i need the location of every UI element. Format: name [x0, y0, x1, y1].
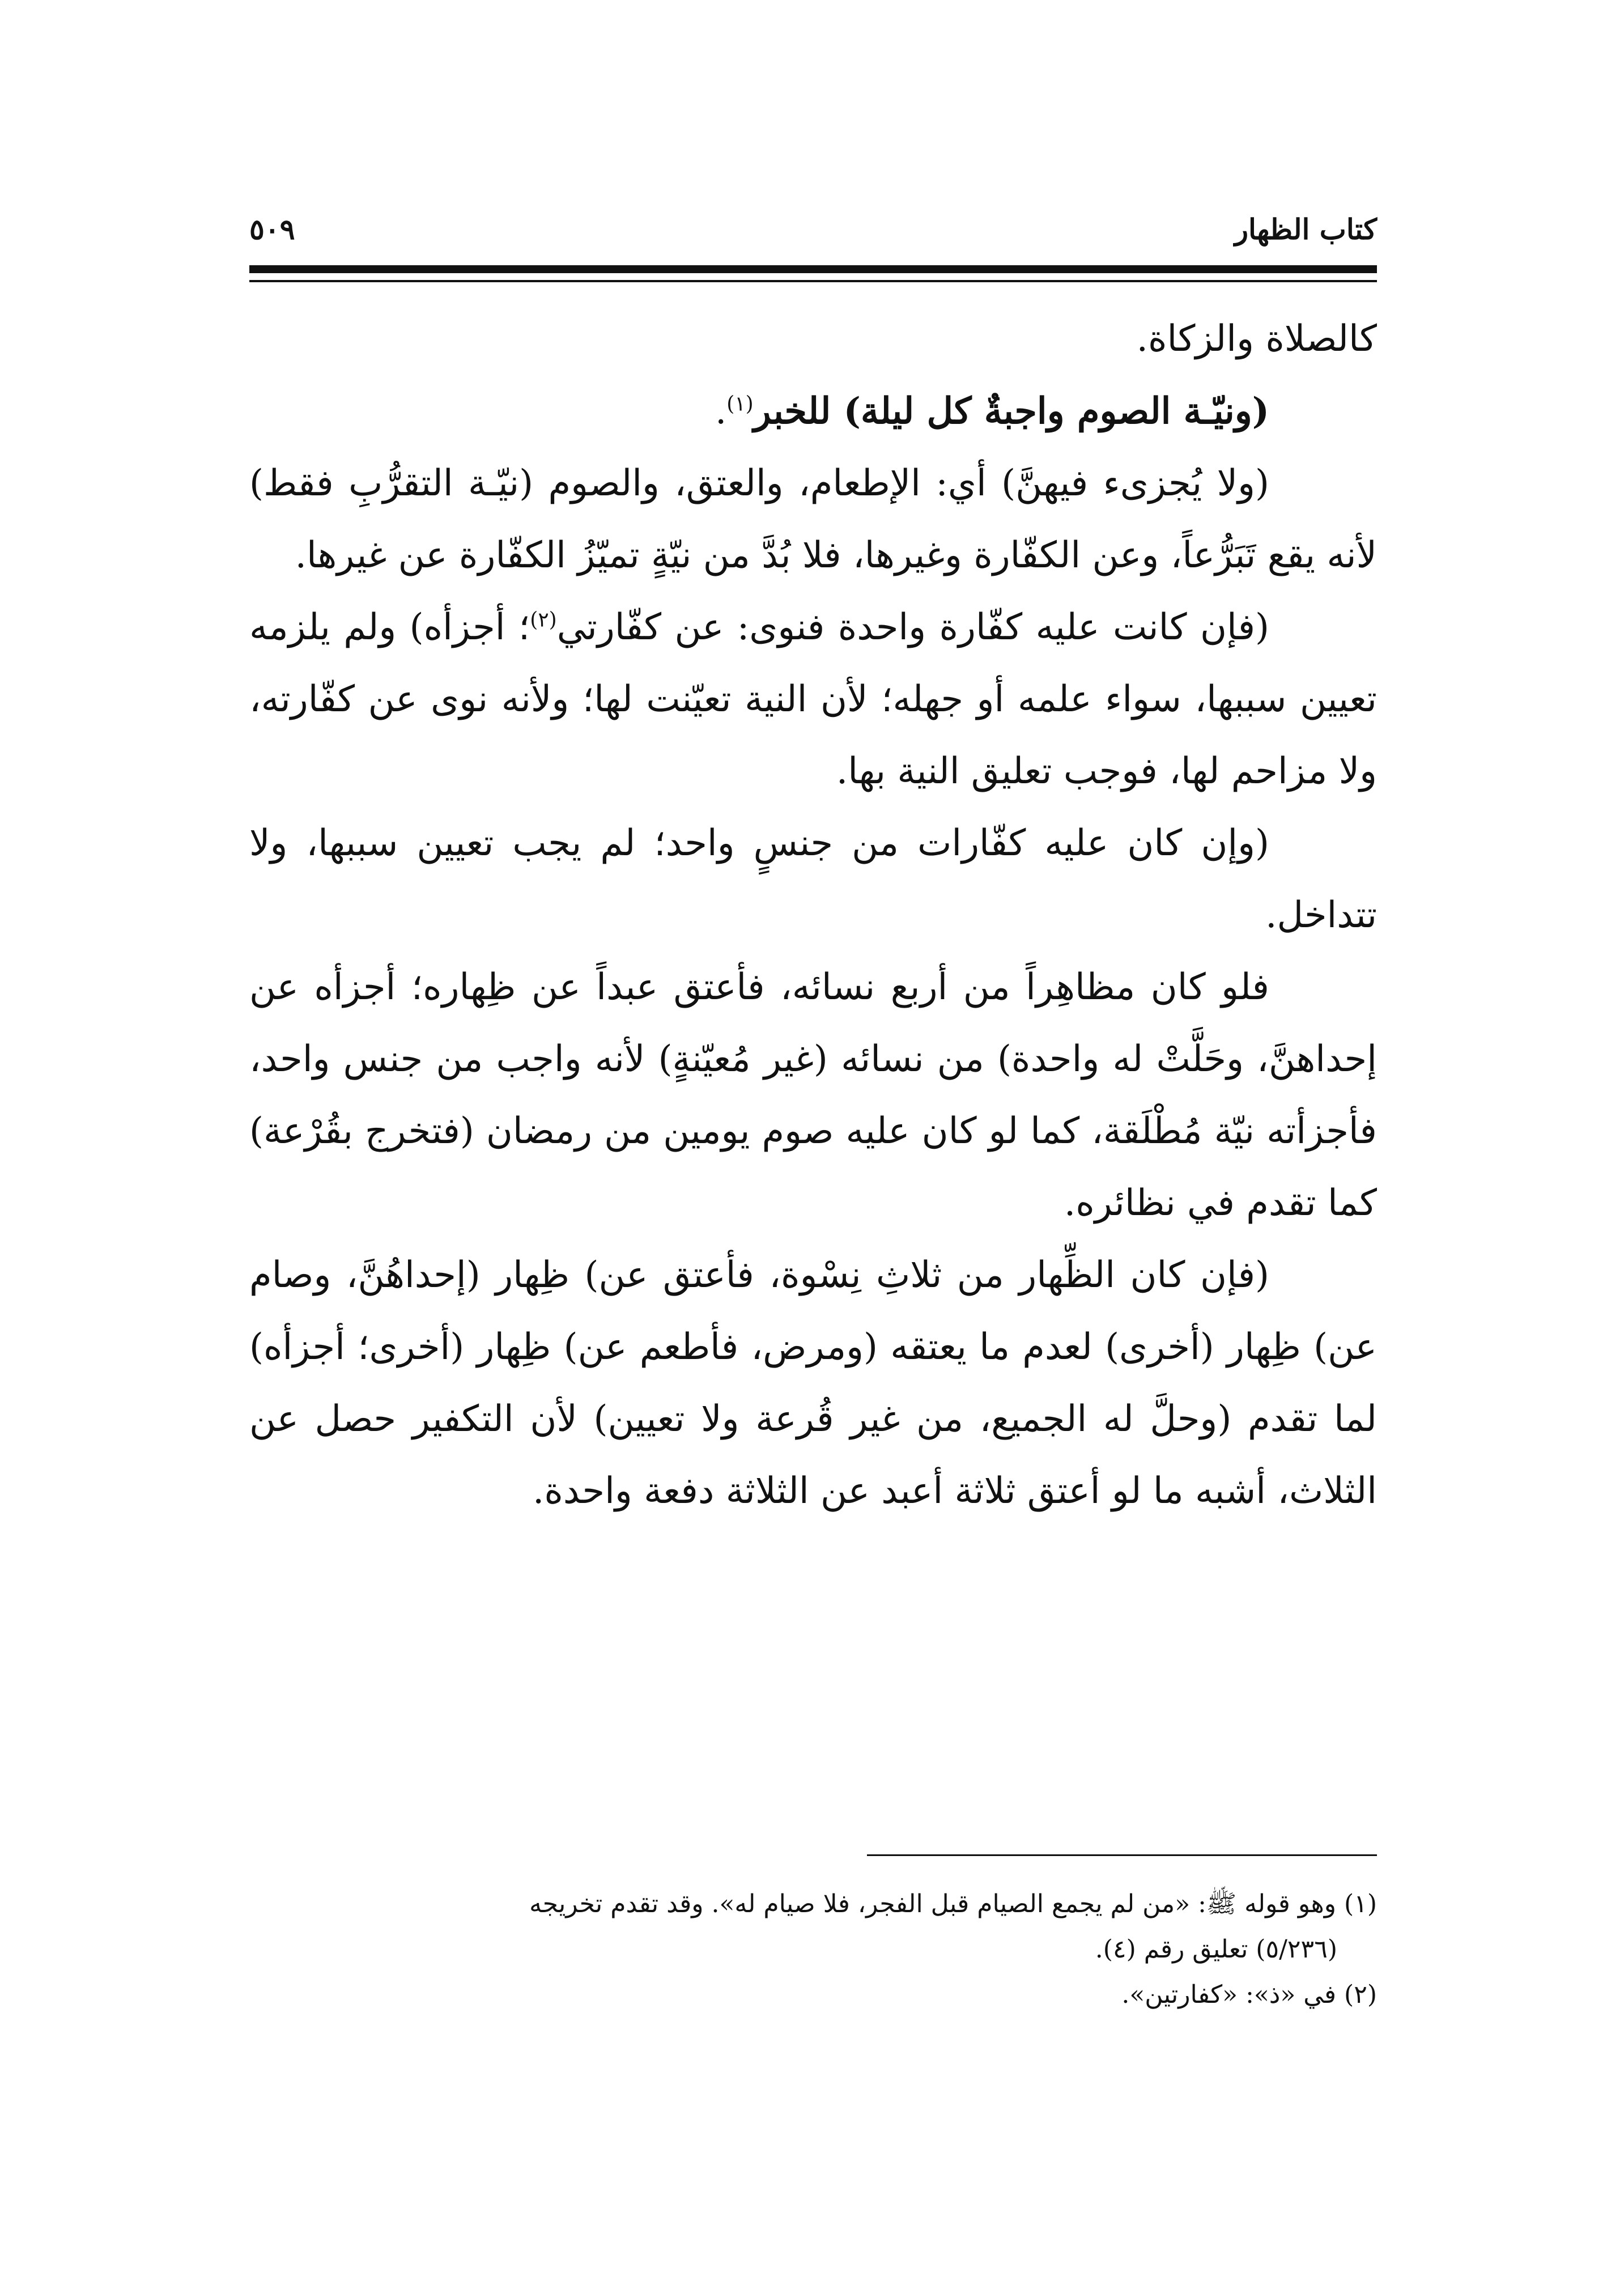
- footnote: [249, 1882, 1377, 1927]
- page-header: [249, 210, 1377, 249]
- paragraph: كالصلاة والزكاة.: [1136, 318, 1377, 360]
- footnote-ref: (١): [726, 392, 754, 416]
- header-rule-thick: [249, 265, 1377, 273]
- page-number: ٥٠٩: [249, 213, 295, 246]
- paragraph-text: ؛ أجزأه) ولم يلزمه تعيين سببها، سواء علمه أو جهله؛ لأن النية تعيّنت لها؛ ولأنه نوى عن كفّارته، ولا مزاحم لها، فوجب تعليق النية بها.: [249, 606, 1377, 792]
- main-text: [249, 303, 1377, 1527]
- paragraph-text: (فإن كانت عليه كفّارة واحدة فنوى: عن كفّارتي: [556, 606, 1269, 648]
- paragraph: (وإن كان عليه كفّارات من جنسٍ واحد؛ لم يجب تعيين سببها، ولا تتداخل.: [249, 822, 1377, 936]
- footnote-continuation: (٥/٢٣٦) تعليق رقم (٤).: [1095, 1935, 1337, 1964]
- paragraph: (ولا يُجزىء فيهنَّ) أي: الإطعام، والعتق، والصوم (نيّـة التقرُّبِ فقط) لأنه يقع تَبَرُّعاً، وعن الكفّارة وغيرها، فلا بُدَّ من نيّةٍ تميّزُ الكفّارة عن غيرها.: [249, 462, 1377, 576]
- footnotes: [249, 1882, 1377, 2018]
- footnote-marker: (٢): [1344, 1980, 1377, 2009]
- paragraph: (فإن كان الظِّهار من ثلاثِ نِسْوة، فأعتق عن) ظِهار (إحداهُنَّ، وصام عن) ظِهار (أخرى) لعدم ما يعتقه (ومرض، فأطعم عن) ظِهار (أخرى؛ أجزأه) لما تقدم (وحلَّ له الجميع، من غير قُرعة ولا تعيين) لأن التكفير حصل عن الثلاث، أشبه ما لو أعتق ثلاثة أعبد عن الثلاثة دفعة واحدة.: [249, 1254, 1377, 1512]
- paragraph-text: (ونيّـة الصوم واجبةٌ كل ليلة) للخبر: [753, 390, 1269, 432]
- footnote-ref: (٢): [530, 608, 557, 632]
- header-rule-thin: [249, 280, 1377, 282]
- running-title: كتاب الظهار: [1234, 213, 1377, 246]
- footnote-text: في «ذ»: «كفارتين».: [1121, 1980, 1337, 2009]
- footnote: [249, 1972, 1377, 2018]
- paragraph: (ونيّـة الصوم واجبةٌ كل ليلة) للخبر$^{(١)}$.: [715, 390, 1269, 432]
- footnote-marker: (١): [1344, 1889, 1377, 1918]
- footnote-separator: [867, 1854, 1377, 1856]
- paragraph: [249, 592, 1377, 808]
- footnote-text: وهو قوله ﷺ: «من لم يجمع الصيام قبل الفجر، فلا صيام له». وقد تقدم تخريجه: [529, 1889, 1337, 1918]
- paragraph: فلو كان مظاهِراً من أربع نسائه، فأعتق عبداً عن ظِهاره؛ أجزأه عن إحداهنَّ، وحَلَّتْ له واحدة) من نسائه (غير مُعيّنةٍ) لأنه واجب من جنس واحد، فأجزأته نيّة مُطْلَقة، كما لو كان عليه صوم يومين من رمضان (فتخرج بقُرْعة) كما تقدم في نظائره.: [249, 966, 1377, 1224]
